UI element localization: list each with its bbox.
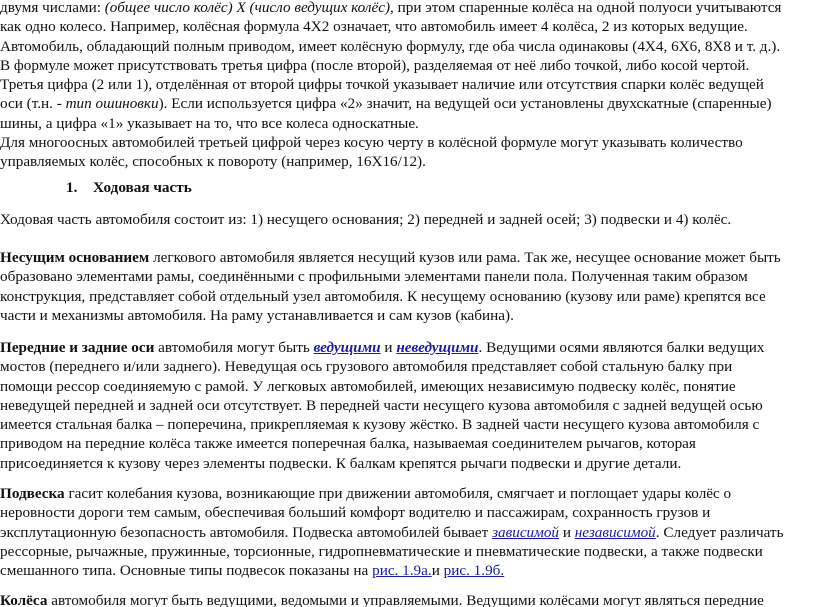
text-line <box>0 523 812 542</box>
text-line: Для многоосных автомобилей третьей цифрой через косую черту в колёсной формуле могут указывать количество <box>0 134 743 152</box>
text-line: шины, а цифра «1» указывает на то, что все колеса односкатные. <box>0 114 419 132</box>
text-line: Третья цифра (2 или 1), отделённая от второй цифры точкой указывает наличие или отсутствия спарки колёс ведущей <box>0 76 764 94</box>
text-run: и <box>380 339 397 356</box>
text-run: автомобиля могут быть <box>154 339 314 356</box>
text-run: эксплутационную безопасность автомобиля. Подвеска автомобилей бывает <box>0 523 493 541</box>
text-line: приводом на передние колёса также имеется поперечная балка, называемая соединителем рычагов, которая <box>0 435 696 453</box>
bold-term: Несущим основанием <box>0 249 150 266</box>
link-driving[interactable]: ведущими <box>313 339 381 356</box>
text-run: и <box>559 523 575 541</box>
text-line <box>0 0 812 17</box>
paragraph-wheel-formula <box>0 0 812 172</box>
text-line: В формуле может присутствовать третья цифра (после второй), разделяемая от неё либо точкой, либо косой чертой. <box>0 56 750 74</box>
text-run: автомобиля могут быть ведущими, ведомыми и управляемыми. Ведущими колёсами могут являться передние <box>47 592 764 607</box>
text-run: легкового автомобиля является несущий кузов или рама. Так же, несущее основание может быть <box>149 249 781 266</box>
text-line: рессорные, рычажные, пружинные, торсионные, гидропневматические и пневматические подвески, а также подвески <box>0 542 763 560</box>
link-independent[interactable]: независимой <box>574 523 656 541</box>
text-line: Ходовая часть автомобиля состоит из: 1) несущего основания; 2) передней и задней осей; 3) подвески и 4) колёс. <box>0 211 732 228</box>
bold-term: Колёса <box>0 592 48 607</box>
heading-number: 1. <box>66 179 78 196</box>
text-line: части и механизмы автомобиля. На раму устанавливается и сам кузов (кабина). <box>0 306 514 324</box>
text-run: гасит колебания кузова, возникающие при движении автомобиля, смягчает и поглощает удары колёс о <box>64 485 732 502</box>
text-run: . Следует различать <box>655 523 784 541</box>
text-run: ). Если используется цифра «2» значит, на ведущей оси установлены двухскатные (спаренные) <box>158 95 772 113</box>
bold-term: Подвеска <box>0 485 65 502</box>
bold-term: Передние и задние оси <box>0 339 155 356</box>
paragraph-suspension <box>0 484 812 580</box>
text-line <box>0 561 812 580</box>
text-run: смешанного типа. Основные типы подвесок показаны на <box>0 562 373 580</box>
italic-term: тип ошиновки <box>65 95 159 113</box>
text-run: и <box>431 562 444 580</box>
paragraph-load-base <box>0 248 812 325</box>
text-line: имеется стальная балка – поперечина, прикрепляемая к кузову жёстко. В задней части несущего кузова автомобиля с <box>0 416 760 434</box>
paragraph-wheels <box>0 591 812 607</box>
text-line: неведущей передней и задней оси отсутствует. В передней части несущего кузова автомобиля с задней ведущей осью <box>0 396 763 414</box>
text-line: мостов (переднего и/или заднего). Неведущая ось грузового автомобиля представляет собой стальную балку при <box>0 358 733 376</box>
text-line: неровности дороги тем самым, обеспечивая больший комфорт водителю и пассажирам, сохранность грузов и <box>0 504 711 522</box>
text-run: . Ведущими осями являются балки ведущих <box>478 339 765 356</box>
paragraph-axles <box>0 338 812 473</box>
italic-formula: (общее число колёс) Х (число ведущих колёс) <box>104 0 391 16</box>
text-run: двумя числами: <box>0 0 105 16</box>
paragraph-chassis <box>0 210 812 229</box>
text-line: присоединяется к кузову через элементы подвески. К балкам крепятся рычаги подвески и другие детали. <box>0 454 682 472</box>
text-line: Автомобиль, обладающий полным приводом, имеет колёсную формулу, где оба числа одинаковы (4Х4, 6Х6, 8Х8 и т. д.). <box>0 37 781 55</box>
link-figure-1-9a[interactable]: рис. 1.9а. <box>372 562 432 580</box>
heading-text: Ходовая часть <box>93 179 192 196</box>
section-heading <box>66 178 192 197</box>
text-line: образовано элементами рамы, соединёнными с профильными элементами панели пола. Полученная таким образом <box>0 268 748 286</box>
text-run: , при этом спаренные колёса на одной полуоси учитываются <box>390 0 782 16</box>
link-dependent[interactable]: зависимой <box>492 523 560 541</box>
link-non-driving[interactable]: неведущими <box>396 339 479 356</box>
text-line: как одно колесо. Например, колёсная формула 4Х2 означает, что автомобиль имеет 4 колёса, 2 из которых ведущие. <box>0 18 748 36</box>
text-line: конструкция, представляет собой отдельный узел автомобиля. К несущему основанию (кузову или раме) крепятся все <box>0 287 766 305</box>
text-line <box>0 94 812 113</box>
text-line <box>0 591 812 607</box>
text-line: управляемых колёс, способных к повороту (например, 16Х16/12). <box>0 153 426 171</box>
text-run: оси (т.н. - <box>0 95 66 113</box>
text-line <box>0 248 812 267</box>
text-line <box>0 338 812 357</box>
text-line <box>0 484 812 503</box>
link-figure-1-9b[interactable]: рис. 1.9б. <box>443 562 505 580</box>
text-line: помощи рессор соединяемую с рамой. У легковых автомобилей, имеющих независимую подвеску колёс, понятие <box>0 377 736 395</box>
